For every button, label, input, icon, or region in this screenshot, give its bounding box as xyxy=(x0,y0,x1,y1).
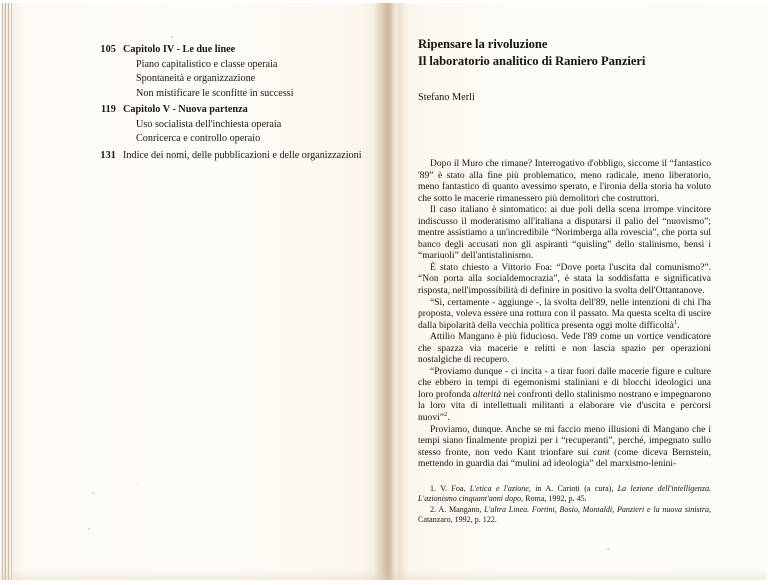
body-paragraph-with-footnote-1: “Sì, certamente - aggiunge -, la svolta dell'89, nelle intenzioni di chi l'ha proposta, voleva essere una rottura con il passato. Ma questa scelta di uscire dalla bipolarità della vecchia politica presenta oggi molte difficoltà$^1$. xyxy=(418,296,711,331)
scan-speck xyxy=(171,36,173,38)
body-paragraph-with-footnote-2: “Proviamo dunque - ci incita - a tirar fuori dalle macerie figure e culture che ebbero in tempi di egemonismi staliniani e di blocchi ideologici una loro profonda alterità nei confronti dello stalinismo nostrano e impegnarono la loro vita di intellettuali militanti a elaborare vie d'uscita e percorsi nuovi”$^2$. xyxy=(418,365,711,424)
toc-entry[interactable] xyxy=(86,150,376,161)
toc-entry-label: Conricerca e controllo operaio xyxy=(136,133,261,144)
fore-edge-line xyxy=(11,0,12,585)
toc-entry[interactable] xyxy=(86,104,376,115)
toc-entry-label: Uso socialista dell'inchiesta operaia xyxy=(136,118,282,130)
toc-entry[interactable] xyxy=(86,133,376,144)
footnote-2: 2. A. Mangano, L'altra Linea. Fortini, Bosio, Montaldi, Panzieri e la nuova sinistra, Catanzaro, 1992, p. 122. xyxy=(418,505,711,525)
toc-page-number: 119 xyxy=(100,104,116,115)
fore-edge-line xyxy=(5,0,6,585)
book-gutter-shadow xyxy=(374,0,404,585)
body-paragraph: È stato chiesto a Vittorio Foa: “Dove porta l'uscita dal comunismo?”. “Non porta alla socialdemocrazia”, è stata la soddisfatta e significativa risposta, nell'impossibilità di definire in positivo la svolta dell'Ottantanove. xyxy=(418,261,711,297)
table-of-contents xyxy=(86,44,376,165)
fore-edge-line xyxy=(2,0,3,585)
body-paragraph: Attilio Mangano è più fiducioso. Vede l'89 come un vortice vendicatore che spazza via macerie e relitti e non lascia spazio per operazioni nostalgiche di recupero. xyxy=(418,331,711,366)
scan-border-top xyxy=(0,0,768,3)
body-paragraph: Dopo il Muro che rimane? Interrogativo d'obbligo, siccome il “fantastico '89” è stato alla fine più problematico, meno radicale, meno liberatorio, meno fantastico di quanto avessimo sperato, e l'ironia della storia ha voluto che sotto le macerie rimanessero più demolitori che costruttori. xyxy=(418,158,711,204)
footnotes xyxy=(418,484,711,526)
toc-entry[interactable] xyxy=(86,73,376,84)
scan-speck xyxy=(607,548,610,550)
toc-entry-label: Indice dei nomi, delle pubblicazioni e delle organizzazioni xyxy=(123,150,362,161)
toc-page-number: 105 xyxy=(100,44,116,55)
body-paragraph: Proviamo, dunque. Anche se mi faccio meno illusioni di Mangano che i tempi siano finalmente propizi per i “recuperanti”, perché, impegnato sullo stesso fronte, non vedo Kant trionfare sui cant (come diceva Bernstein, mettendo in guardia dai “mulini ad ideologia” del marxismo-lenini- xyxy=(418,423,711,470)
toc-entry[interactable] xyxy=(86,119,376,130)
footnote-1: 1. V. Foa, L'etica e l'azione, in A. Carioti (a cura), La lezione dell'intelligenza. L'azionismo cinquant'anni dopo, Roma, 1992, p. 45. xyxy=(418,484,711,504)
toc-entry-label: Capitolo IV - Le due linee xyxy=(123,44,236,55)
scan-speck xyxy=(88,528,90,530)
article-author: Stefano Merli xyxy=(418,92,475,103)
toc-page-number: 131 xyxy=(100,150,116,161)
article-header xyxy=(418,36,710,105)
scan-border-bottom xyxy=(0,580,768,585)
scan-speck xyxy=(137,484,139,485)
toc-entry-label: Piano capitalistico e classe operaia xyxy=(136,58,278,70)
toc-entry[interactable] xyxy=(86,59,376,70)
article-body xyxy=(418,158,711,470)
article-title-line-1: Ripensare la rivoluzione xyxy=(418,37,548,51)
body-paragraph: Il caso italiano è sintomatico: ai due poli della scena irrompe vincitore indiscusso il moderatismo all'italiana a disputarsi il palio del “nuovismo”; mentre assistiamo a un'incredibile “Norimberga alla rovescia”, che porta sul banco degli accusati non gli aspiranti “quisling” dello stalinismo, bensì i “mariuoli” dell'antistalinismo. xyxy=(418,204,711,262)
article-title xyxy=(418,36,710,69)
toc-entry-label: Non mistificare le sconfitte in successi xyxy=(136,87,294,99)
toc-entry-label: Spontaneità e organizzazione xyxy=(136,73,256,84)
toc-entry-label: Capitolo V - Nuova partenza xyxy=(123,104,248,115)
scan-speck xyxy=(92,492,94,494)
article-title-line-2: Il laboratorio analitico di Raniero Panzieri xyxy=(418,53,646,68)
fore-edge-line xyxy=(8,0,9,585)
toc-entry[interactable] xyxy=(86,44,376,55)
toc-entry[interactable] xyxy=(86,88,376,99)
